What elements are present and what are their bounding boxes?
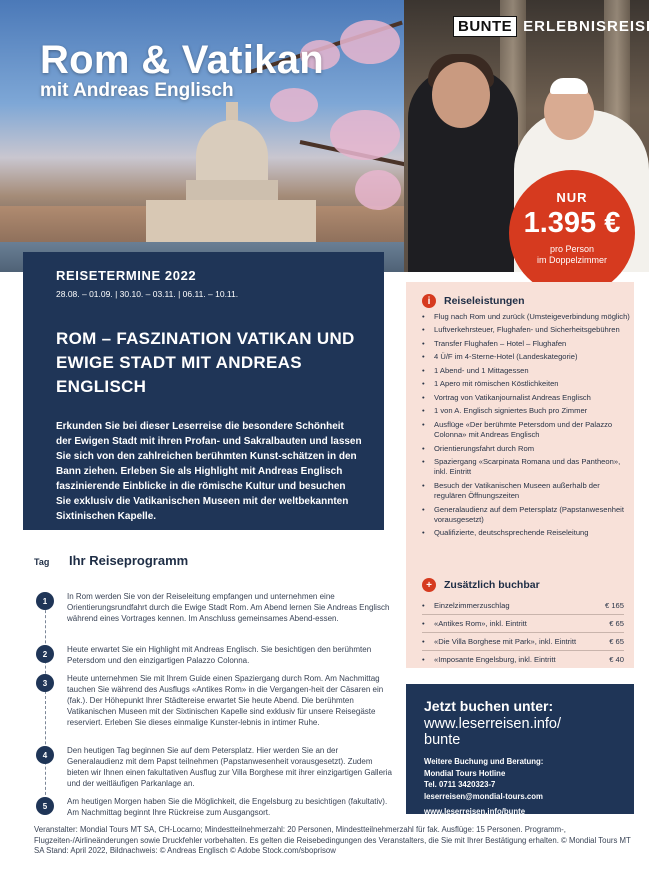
- price-amount: 1.395 €: [523, 207, 621, 239]
- day-text: Am heutigen Morgen haben Sie die Möglichkeit, die Engelsburg zu besichtigen (fakultativ). Am Nachmittag beginnt Ihre Rückreise zum Ausgangsort.: [67, 797, 388, 817]
- day-number: 3: [36, 674, 54, 692]
- price-badge: [509, 170, 635, 296]
- booking-url-link-cont[interactable]: bunte: [424, 732, 461, 748]
- booking-contact: [424, 756, 634, 802]
- day-number: 4: [36, 746, 54, 764]
- list-item: • Transfer Flughafen – Hotel – Flughafen: [422, 339, 632, 349]
- page-title: Rom & Vatikan: [40, 38, 324, 82]
- services-heading: [422, 294, 525, 308]
- extras-list: [422, 600, 624, 671]
- brand-logo: [453, 16, 669, 37]
- list-item: • Besuch der Vatikanischen Museen außerhalb der regulären Öffnungszeiten: [422, 481, 632, 502]
- extra-row: [422, 654, 624, 668]
- trip-intro: Erkunden Sie bei dieser Leserreise die besondere Schönheit der Ewigen Stadt mit ihren Profan- und Sakralbauten und lassen Sie sich von den zahlreichen berühmten Kunst-schätzen in den Bann ziehen. Erleben Sie als Highlight mit Andreas Englisch faszinierende Einblicke in die römische Kultur und besuchen Sie exklusiv die Vatikanischen Museen mit der weltbekannten Sixtinischen Kapelle.: [56, 421, 362, 522]
- day-column-label: Tag: [34, 557, 50, 567]
- legal-footer: Veranstalter: Mondial Tours MT SA, CH-Locarno; Mindestteilnehmerzahl: 20 Personen, Mindestteilnehmerzahl für fak. Ausflüge: 15 Personen. Programm-, Flugzeiten-/Airlineänderungen sowie Druckfehler vorbehalten. Es gelten die Reisebedingungen des Veranstalters, die Sie mit Ihrer Bestätigung erhalten. © Mondial Tours MT SA Stand: April 2022, Bildnachweis: © Andreas Englisch © Adobe Stock.com/sboprisow: [34, 825, 631, 856]
- list-item: • 1 Abend- und 1 Mittagessen: [422, 366, 632, 376]
- page-subtitle: mit Andreas Englisch: [40, 80, 234, 101]
- services-list: [422, 312, 632, 542]
- program-day: [36, 645, 396, 666]
- trip-info-box: [23, 252, 384, 530]
- day-text: Heute unternehmen Sie mit Ihrem Guide einen Spaziergang durch Rom. Am Nachmittag tauchen Sie während des Ausflugs «Antikes Rom» in die Vergangen-heit der Cäsaren ein (fak.). Der Höhepunkt Ihrer Städtereise erwartet Sie heute Abend. Die berühmten Vatikanischen Museen mit der Sixtinischen Kapelle sind exklusiv für unsere Reisegäste reserviert. Erleben Sie dieses einmalige Kunster-lebnis in intimer Ruhe.: [67, 674, 384, 727]
- list-item: • 4 Ü/F im 4-Sterne-Hotel (Landeskategorie): [422, 352, 632, 362]
- program-day: [36, 592, 396, 624]
- extras-heading: [422, 578, 540, 592]
- extra-name: • Einzelzimmerzuschlag: [422, 601, 582, 611]
- program-day: [36, 746, 396, 789]
- cherry-blossom: [340, 20, 400, 64]
- cherry-blossom: [330, 110, 400, 160]
- day-text: In Rom werden Sie von der Reiseleitung empfangen und unternehmen eine Orientierungsrundfahrt durch die Ewige Stadt Rom. Am Abend lernen Sie Andreas Englisch während eines Vortrages kennen. Im Anschluss gemeinsames Abend-essen.: [67, 592, 390, 623]
- list-item: • Luftverkehrsteuer, Flughafen- und Sicherheitsgebühren: [422, 325, 632, 335]
- price-room: im Doppelzimmer: [536, 255, 607, 265]
- extra-name: • «Imposante Engelsburg, inkl. Eintritt: [422, 655, 582, 665]
- list-item: • Vortrag von Vatikanjournalist Andreas Englisch: [422, 393, 632, 403]
- cherry-blossom: [270, 88, 318, 122]
- booking-email-link[interactable]: leserreisen@mondial-tours.com: [424, 791, 543, 801]
- list-item: • Spaziergang «Scarpinata Romana und das Pantheon», inkl. Eintritt: [422, 457, 632, 478]
- day-number: 5: [36, 797, 54, 815]
- booking-url-link[interactable]: www.leserreisen.info/: [424, 716, 561, 732]
- list-item: • 1 von A. Englisch signiertes Buch pro Zimmer: [422, 406, 632, 416]
- list-item: • 1 Apero mit römischen Köstlichkeiten: [422, 379, 632, 389]
- booking-phone-link[interactable]: Tel. 0711 3420323-7: [424, 780, 496, 789]
- booking-heading: Jetzt buchen unter:: [424, 698, 554, 714]
- day-text: Heute erwartet Sie ein Highlight mit Andreas Englisch. Sie besichtigen den berühmten Petersdom und den einzigartigen Palazzo Colonna.: [67, 645, 372, 665]
- pope-zucchetto: [550, 78, 588, 94]
- day-text: Den heutigen Tag beginnen Sie auf dem Petersplatz. Hier werden Sie an der Generalaudienz mit dem Papst teilnehmen (Papstanwesenheit vorausgesetzt). Zudem bieten wir Ihnen einen fakultativen Ausflug zur Villa Borghese mit ihrer einzigartigen Galleria und der weitläufigen Parkanlage an.: [67, 746, 392, 788]
- figure-head: [432, 62, 490, 128]
- extra-row: [422, 636, 624, 651]
- booking-line: Weitere Buchung und Beratung:: [424, 757, 544, 766]
- brand-logo-box: BUNTE: [453, 16, 517, 37]
- price-prefix: NUR: [556, 190, 588, 205]
- plus-icon: +: [422, 578, 436, 592]
- price-per-person: pro Person: [549, 244, 595, 254]
- booking-box: [406, 684, 634, 814]
- info-icon: i: [422, 294, 436, 308]
- booking-hotline: Mondial Tours Hotline: [424, 768, 506, 778]
- extra-price: € 65: [609, 637, 624, 646]
- day-number: 1: [36, 592, 54, 610]
- travel-dates-title: REISETERMINE 2022: [56, 268, 197, 283]
- list-item: • Qualifizierte, deutschsprechende Reiseleitung: [422, 528, 632, 538]
- extra-row: [422, 618, 624, 633]
- program-day: [36, 797, 396, 818]
- extra-price: € 65: [609, 619, 624, 628]
- basilica-facade: [146, 200, 316, 246]
- list-item: • Flug nach Rom und zurück (Umsteigeverbindung möglich): [422, 312, 632, 322]
- extra-price: € 165: [604, 601, 624, 610]
- extras-title: Zusätzlich buchbar: [444, 579, 540, 591]
- travel-dates: 28.08. – 01.09. | 30.10. – 03.11. | 06.11. – 10.11.: [56, 289, 239, 299]
- program-day: [36, 674, 396, 728]
- day-number: 2: [36, 645, 54, 663]
- program-title: Ihr Reiseprogramm: [69, 553, 189, 568]
- booking-site-link[interactable]: www.leserreisen.info/bunte: [424, 807, 526, 816]
- services-title: Reiseleistungen: [444, 295, 525, 307]
- cherry-blossom: [355, 170, 401, 210]
- extra-price: € 40: [609, 655, 624, 664]
- brand-logo-text: ERLEBNISREISEN: [523, 18, 669, 35]
- extra-name: • «Die Villa Borghese mit Park», inkl. Eintritt: [422, 637, 582, 647]
- list-item: • Ausflüge «Der berühmte Petersdom und der Palazzo Colonna» mit Andreas Englisch: [422, 420, 632, 441]
- list-item: • Orientierungsfahrt durch Rom: [422, 444, 632, 454]
- extra-name: • «Antikes Rom», inkl. Eintritt: [422, 619, 582, 629]
- list-item: • Generalaudienz auf dem Petersplatz (Papstanwesenheit vorausgesetzt): [422, 505, 632, 526]
- extra-row: [422, 600, 624, 615]
- trip-headline: ROM – FASZINATION VATIKAN UND EWIGE STADT MIT ANDREAS ENGLISCH: [56, 329, 355, 396]
